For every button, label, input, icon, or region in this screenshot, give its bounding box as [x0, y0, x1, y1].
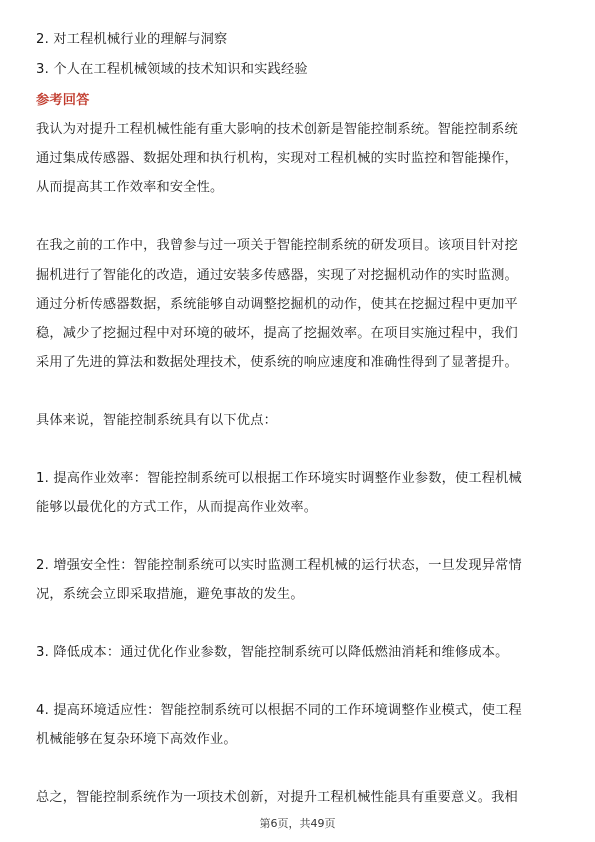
paragraph-line: 我认为对提升工程机械性能有重大影响的技术创新是智能控制系统。智能控制系统 [36, 122, 518, 137]
paragraph-line: 2. 增强安全性：智能控制系统可以实时监测工程机械的运行状态，一旦发现异常情 [36, 558, 522, 573]
question-item: 3. 个人在工程机械领域的技术知识和实践经验 [36, 62, 308, 77]
paragraph-line: 具体来说，智能控制系统具有以下优点： [36, 413, 277, 428]
paragraph-line: 稳，减少了挖掘过程中对环境的破坏，提高了挖掘效率。在项目实施过程中，我们 [36, 326, 518, 341]
paragraph-line: 况，系统会立即采取措施，避免事故的发生。 [36, 587, 304, 602]
paragraph-line: 能够以最优化的方式工作，从而提高作业效率。 [36, 500, 318, 515]
paragraph-line: 通过集成传感器、数据处理和执行机构，实现对工程机械的实时监控和智能操作， [36, 151, 518, 166]
paragraph-line: 通过分析传感器数据，系统能够自动调整挖掘机的动作，使其在挖掘过程中更加平 [36, 297, 518, 312]
paragraph-line: 1. 提高作业效率：智能控制系统可以根据工作环境实时调整作业参数，使工程机械 [36, 471, 522, 486]
paragraph-line: 在我之前的工作中，我曾参与过一项关于智能控制系统的研发项目。该项目针对挖 [36, 238, 518, 253]
question-item: 2. 对工程机械行业的理解与洞察 [36, 32, 228, 47]
paragraph-line: 从而提高其工作效率和安全性。 [36, 180, 224, 195]
page-number-footer: 第6页，共49页 [259, 817, 336, 830]
paragraph-line: 采用了先进的算法和数据处理技术，使系统的响应速度和准确性得到了显著提升。 [36, 355, 518, 370]
paragraph-line: 掘机进行了智能化的改造，通过安装多传感器，实现了对挖掘机动作的实时监测。 [36, 268, 518, 283]
paragraph-line: 3. 降低成本：通过优化作业参数，智能控制系统可以降低燃油消耗和维修成本。 [36, 645, 509, 660]
paragraph-line: 总之，智能控制系统作为一项技术创新，对提升工程机械性能具有重要意义。我相 [36, 790, 518, 805]
paragraph-line: 机械能够在复杂环境下高效作业。 [36, 732, 237, 747]
answer-heading: 参考回答 [36, 93, 90, 108]
paragraph-line: 4. 提高环境适应性：智能控制系统可以根据不同的工作环境调整作业模式，使工程 [36, 703, 522, 718]
